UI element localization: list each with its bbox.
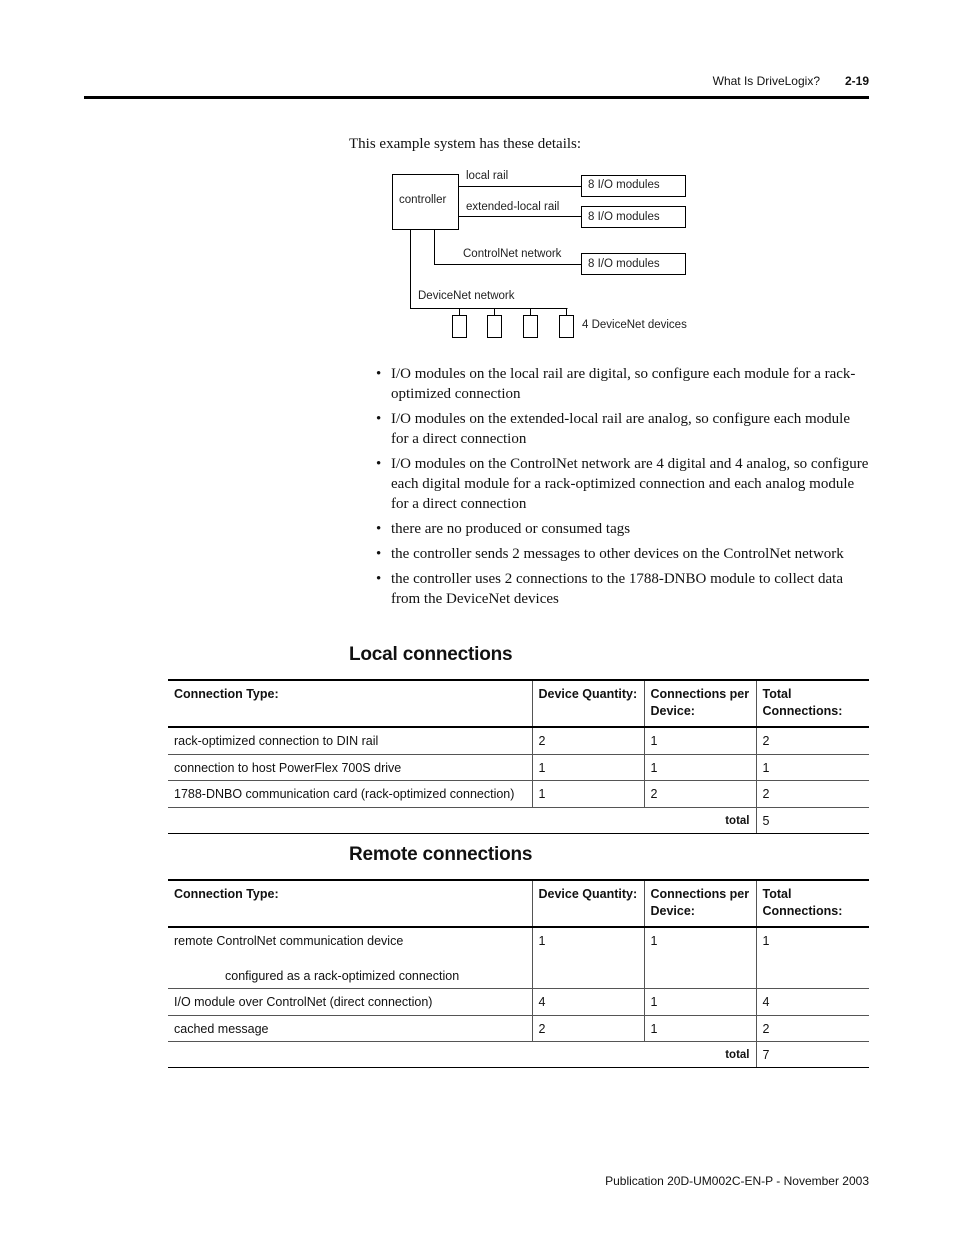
cell-total-connections: 2	[756, 1015, 869, 1041]
list-item: • I/O modules on the extended-local rail are analog, so configure each module for a direct connection	[376, 411, 850, 447]
devicenet-device-box	[488, 316, 502, 338]
cell-connections-per-device: 1	[644, 754, 756, 780]
total-row	[168, 1041, 869, 1067]
table-header-row	[168, 680, 869, 727]
connection-type-text: remote ControlNet communication device	[174, 934, 404, 948]
cell-device-quantity: 2	[532, 727, 644, 754]
io-modules-label-controlnet: 8 I/O modules	[588, 258, 660, 270]
devicenet-network-label: DeviceNet network	[418, 290, 515, 302]
total-value: 7	[756, 1041, 869, 1067]
bullet-text: the controller sends 2 messages to other devices on the ControlNet network	[391, 546, 844, 562]
cell-device-quantity: 1	[532, 927, 644, 988]
cell-device-quantity: 2	[532, 1015, 644, 1041]
table-row	[168, 727, 869, 754]
devicenet-devices-label: 4 DeviceNet devices	[582, 319, 687, 331]
cell-connection-type: rack-optimized connection to DIN rail	[168, 727, 532, 754]
bullet-text: there are no produced or consumed tags	[391, 521, 631, 537]
list-item: • there are no produced or consumed tags	[376, 521, 631, 537]
cell-device-quantity: 1	[532, 780, 644, 807]
header-device-quantity: Device Quantity:	[532, 680, 644, 727]
header-total-connections: Total Connections:	[756, 880, 869, 927]
io-modules-label-local: 8 I/O modules	[588, 179, 660, 191]
details-bullet-list	[376, 364, 870, 614]
header-chapter-title: What Is DriveLogix?	[712, 74, 820, 88]
cell-connections-per-device: 1	[644, 727, 756, 754]
cell-connection-type: cached message	[168, 1015, 532, 1041]
cell-connection-type: 1788-DNBO communication card (rack-optimized connection)	[168, 780, 532, 807]
connection-type-subnote: configured as a rack-optimized connection	[225, 969, 460, 983]
total-row	[168, 807, 869, 833]
list-item: • I/O modules on the local rail are digital, so configure each module for a rack-optimized connection	[376, 366, 856, 402]
header-rule	[84, 96, 869, 99]
cell-total-connections: 2	[756, 727, 869, 754]
devicenet-device-box	[524, 316, 538, 338]
extended-local-rail-label: extended-local rail	[466, 201, 560, 213]
remote-connections-table	[168, 879, 869, 1068]
header-page-number: 2-19	[845, 74, 870, 88]
local-rail-label: local rail	[466, 170, 509, 182]
header-connection-type: Connection Type:	[168, 680, 532, 727]
cell-total-connections: 4	[756, 988, 869, 1015]
header-connection-type: Connection Type:	[168, 880, 532, 927]
bullet-text: I/O modules on the ControlNet network are 4 digital and 4 analog, so configure each digital module for a rack-optimized connection and each analog module for a direct connection	[391, 456, 869, 512]
cell-total-connections: 1	[756, 754, 869, 780]
bullet-text: the controller uses 2 connections to the 1788-DNBO module to collect data from the DeviceNet devices	[391, 571, 843, 607]
remote-connections-heading: Remote connections	[349, 844, 533, 865]
bullet-text: I/O modules on the extended-local rail are analog, so configure each module for a direct connection	[391, 411, 850, 447]
table-row	[168, 754, 869, 780]
system-diagram	[380, 166, 700, 346]
cell-total-connections: 1	[756, 927, 869, 988]
header-connections-per-device: Connections per Device:	[644, 880, 756, 927]
list-item: • I/O modules on the ControlNet network are 4 digital and 4 analog, so configure each digital module for a rack-optimized connection and each analog module for a direct connection	[376, 456, 869, 512]
list-item: • the controller uses 2 connections to the 1788-DNBO module to collect data from the DeviceNet devices	[376, 571, 843, 607]
total-label: total	[168, 1041, 756, 1067]
table-row	[168, 780, 869, 807]
footer-publication: Publication 20D-UM002C-EN-P - November 2003	[605, 1174, 869, 1188]
header-device-quantity: Device Quantity:	[532, 880, 644, 927]
header-connections-per-device: Connections per Device:	[644, 680, 756, 727]
cell-device-quantity: 4	[532, 988, 644, 1015]
cell-connection-type: I/O module over ControlNet (direct connection)	[168, 988, 532, 1015]
cell-total-connections: 2	[756, 780, 869, 807]
devicenet-device-box	[560, 316, 574, 338]
total-label: total	[168, 807, 756, 833]
table-row	[168, 988, 869, 1015]
cell-connections-per-device: 2	[644, 780, 756, 807]
controller-label: controller	[399, 194, 447, 206]
bullet-text: I/O modules on the local rail are digital, so configure each module for a rack-optimized connection	[391, 366, 856, 402]
list-item: • the controller sends 2 messages to other devices on the ControlNet network	[376, 546, 844, 562]
devicenet-device-box	[453, 316, 467, 338]
table-row	[168, 1015, 869, 1041]
cell-connection-type: connection to host PowerFlex 700S drive	[168, 754, 532, 780]
table-row	[168, 927, 869, 988]
cell-connections-per-device: 1	[644, 927, 756, 988]
header-total-connections: Total Connections:	[756, 680, 869, 727]
cell-device-quantity: 1	[532, 754, 644, 780]
cell-connections-per-device: 1	[644, 1015, 756, 1041]
controlnet-network-label: ControlNet network	[463, 248, 562, 260]
intro-text: This example system has these details:	[349, 136, 582, 152]
local-connections-heading: Local connections	[349, 644, 513, 665]
io-modules-label-extended: 8 I/O modules	[588, 211, 660, 223]
table-header-row	[168, 880, 869, 927]
local-connections-table	[168, 679, 869, 834]
cell-connections-per-device: 1	[644, 988, 756, 1015]
cell-connection-type	[168, 927, 532, 988]
total-value: 5	[756, 807, 869, 833]
